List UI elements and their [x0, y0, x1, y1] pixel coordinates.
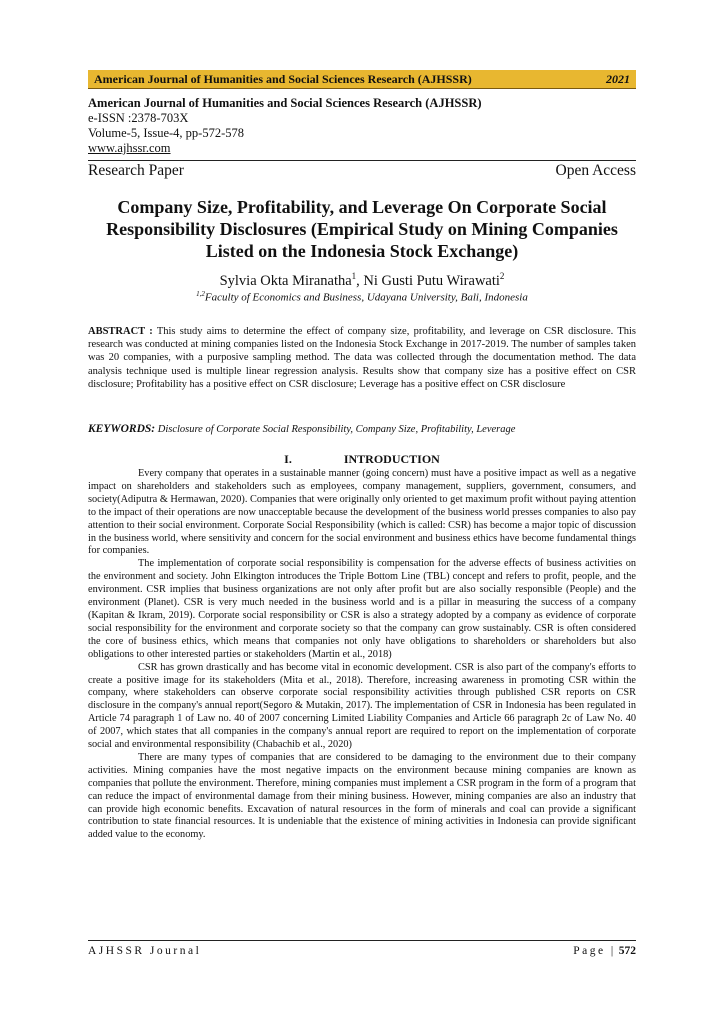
- author-separator: ,: [356, 272, 364, 289]
- body-text: [88, 468, 636, 842]
- author-name: Sylvia Okta Miranatha: [219, 272, 352, 289]
- journal-banner: [88, 70, 636, 89]
- section-title: INTRODUCTION: [343, 452, 440, 466]
- author-sup: 1: [351, 271, 357, 281]
- paper-type-row: [88, 160, 636, 180]
- footer-page: [573, 945, 636, 957]
- abstract: [88, 325, 636, 391]
- paragraph: Every company that operates in a sustainable manner (going concern) must have a positive impact as well as a negative impact on shareholders and stakeholders such as employees, company management, suppliers, government, consumers, and society(Adiputra & Hermawan, 2020). Companies that were originally only oriented to get maximum profit without paying attention to the impact of their operations are now unacceptable because the development of the business world presses companies to also pay attention to their social environment. Corporate Social Responsibility (which is called: CSR) has become a major topic of discussion in the business world, where sensitivity and concern for the social environment and business ethics have become fundamental things for companies.: [88, 468, 636, 557]
- paragraph: The implementation of corporate social responsibility is compensation for the adverse effects of business activities on the environment and society. John Elkington introduces the Triple Bottom Line (TBL) concept and refers to profit, people, and the environment. CSR implies that business organizations are not only after profit but are also socially responsible (People) and the environment (Planet). CSR is very much needed in the business world and is a pillar in measuring the success of a company (Kapitan & Ikram, 2019). Corporate social responsibility or CSR is also a strategy adopted by a company as evidence of corporate social responsibility for the environment and corporate society so that the company can grow sustainably. CSR is often considered the core of business ethics, which means that companies not only have obligations to shareholders or shareholders but also obligations to other interested parties or stakeholders (Martin et al., 2018): [88, 558, 636, 660]
- affiliation: [88, 290, 636, 304]
- journal-name: American Journal of Humanities and Social Sciences Research (AJHSSR): [88, 96, 482, 110]
- author-sup: 2: [499, 271, 505, 281]
- paper-title: Company Size, Profitability, and Leverage On Corporate Social Responsibility Disclosures (Empirical Study on Mining Companies Listed on the Indonesia Stock Exchange): [106, 197, 618, 261]
- author-list: [88, 271, 636, 290]
- abstract-text: This study aims to determine the effect of company size, profitability, and leverage on CSR disclosure. This research was conducted at mining companies listed on the Indonesia Stock Exchange in 2017-2019. The number of samples taken was 20 companies, with a purposive sampling method. The data was collected through the documentation method. The data analysis technique used is multiple linear regression analysis. Results show that company size has a positive effect on CSR disclosure; Profitability has a positive effect on CSR disclosure; Leverage has a positive effect on CSR disclosure: [88, 326, 637, 390]
- paragraph: There are many types of companies that are considered to be damaging to the environment due to their company activities. Mining companies have the most negative impacts on the environment because mining companies are known as companies that pollute the environment. Therefore, mining companies must implement a CSR program in the form of a program that can reduce the impact of environmental damage from their mining business. However, mining companies are also an industry that can provide high economic benefits. Excavation of natural resources in the form of minerals and coal can provide a significant contribution to state financial resources. It is undeniable that the existence of mining activities in Indonesia can provide significant added value to the economy.: [88, 751, 636, 841]
- volume-info: Volume-5, Issue-4, pp-572-578: [88, 126, 244, 140]
- section-heading: [88, 452, 636, 467]
- keywords-label: KEYWORDS:: [88, 423, 156, 435]
- access-type: Open Access: [555, 162, 636, 179]
- abstract-label: ABSTRACT :: [88, 326, 153, 337]
- author-name: Ni Gusti Putu Wirawati: [363, 272, 500, 289]
- issn: e-ISSN :2378-703X: [88, 111, 189, 125]
- page-label: Page |: [573, 945, 616, 957]
- affiliation-text: Faculty of Economics and Business, Udayana University, Bali, Indonesia: [204, 291, 528, 304]
- paper-type: Research Paper: [88, 162, 184, 179]
- page-number: 572: [618, 945, 636, 957]
- keywords-text: Disclosure of Corporate Social Responsibility, Company Size, Profitability, Leverage: [157, 424, 516, 435]
- banner-journal-name: American Journal of Humanities and Social Sciences Research (AJHSSR): [94, 71, 472, 86]
- journal-url[interactable]: www.ajhssr.com: [88, 141, 171, 155]
- paragraph: CSR has grown drastically and has become vital in economic development. CSR is also part of the company's efforts to create a positive image for its stakeholders (Mita et al., 2018). Therefore, increasing awareness in promoting CSR within the company, where stakeholders can observe corporate social responsibility activities through published CSR reports on CSR disclosure in the company's annual report(Segoro & Mutakin, 2017). The implementation of CSR in Indonesia has been regulated in Article 74 paragraph 1 of Law no. 40 of 2007 concerning Limited Liability Companies and Article 66 paragraph 2c of Law No. 40 of 2007, which states that all companies in the company's annual report are required to report on the implementation of corporate social and environmental responsibility (Chabachib et al., 2020): [88, 661, 636, 751]
- section-number: I.: [284, 452, 292, 466]
- keywords: [88, 423, 636, 435]
- footer-journal: AJHSSR Journal: [88, 945, 202, 957]
- affiliation-sup: 1,2: [196, 290, 205, 298]
- page-footer: [88, 940, 636, 957]
- banner-year: 2021: [606, 71, 630, 86]
- journal-meta: [88, 96, 482, 156]
